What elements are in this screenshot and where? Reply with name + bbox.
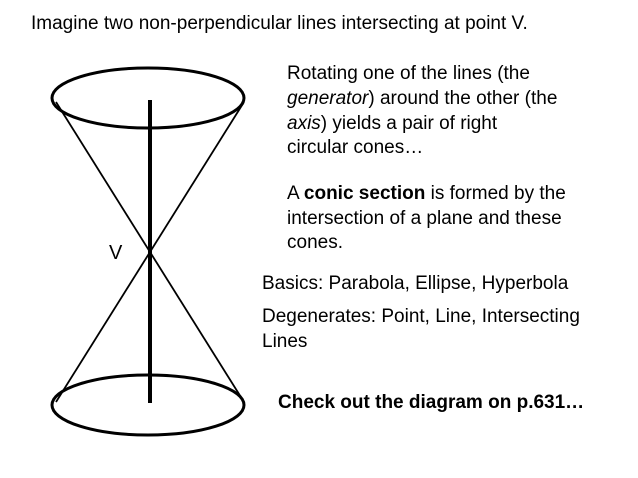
conic-line-1-pre: A (287, 183, 304, 204)
conic-line-1 (287, 182, 566, 206)
rotating-line-2-rest: ) around the other (the (368, 88, 558, 109)
vertex-label: V (109, 242, 123, 264)
basics-text: Basics: Parabola, Ellipse, Hyperbola (262, 273, 569, 294)
conic-line-2: intersection of a plane and these (287, 208, 562, 229)
axis-term: axis (287, 113, 321, 134)
conic-line-3: cones. (287, 232, 343, 253)
conic-line-1-post: is formed by the (425, 183, 566, 204)
conic-section-term: conic section (303, 183, 426, 204)
diagram-reference-text: Check out the diagram on p.631… (278, 392, 585, 413)
rotating-line-3-rest: ) yields a pair of right (320, 113, 498, 134)
rotating-line-3 (287, 112, 497, 136)
intro-text: Imagine two non-perpendicular lines intersecting at point V. (31, 13, 528, 34)
generator-term: generator (287, 88, 369, 109)
degenerates-line-1: Degenerates: Point, Line, Intersecting (262, 306, 580, 327)
rotating-line-2 (287, 87, 557, 111)
rotating-line-1: Rotating one of the lines (the (287, 63, 530, 84)
degenerates-line-2: Lines (262, 331, 308, 352)
rotating-line-4: circular cones… (287, 137, 424, 158)
